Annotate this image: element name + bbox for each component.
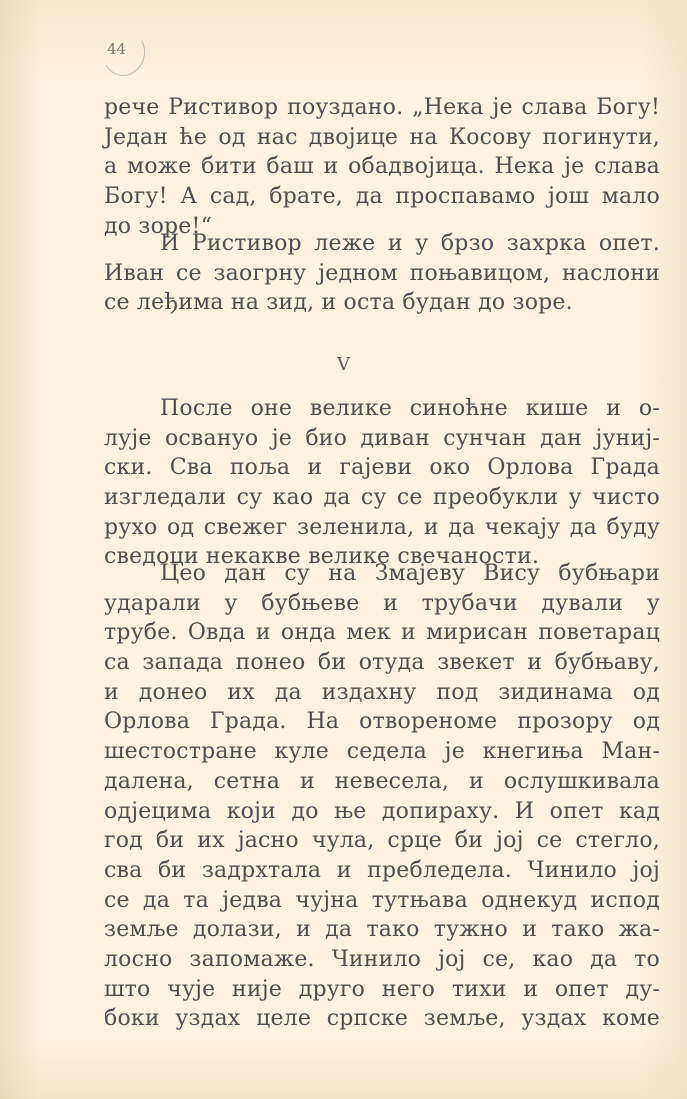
text-line: Један ће од нас двојице на Косову погинути, — [104, 124, 660, 150]
text-line: сва би задрхтала и пребледела. Чинило јој — [104, 857, 660, 883]
paragraph — [104, 229, 660, 318]
text-line: Орлова Града. На отвореноме прозору од — [104, 709, 660, 735]
text-line: што чује није друго него тихи и опет ду- — [104, 976, 660, 1002]
text-line: шестостране куле седела је кнегиња Ман- — [104, 739, 660, 765]
text-line: одјецима који до ње допираху. И опет кад — [104, 798, 660, 824]
text-line: се да та једва чујна тутњава однекуд испод — [104, 887, 660, 913]
section-heading: V — [337, 354, 350, 375]
text-line: лује освануо је био диван сунчан дан јуниј- — [104, 425, 660, 451]
text-line: После оне велике синоћне кише и о- — [160, 396, 660, 421]
text-line: ски. Сва поља и гајеви око Орлова Града — [104, 455, 660, 481]
text-line: земље долази, и да тако тужно и тако жа- — [104, 917, 660, 943]
text-line: рухо од свежег зеленила, и да чекају да буду — [104, 514, 660, 540]
text-line: И Ристивор леже и у брзо захрка опет. — [160, 231, 660, 256]
paragraph — [104, 394, 660, 572]
text-line: са запада понео би отуда звекет и бубњаву, — [104, 650, 660, 676]
text-line: а може бити баш и обадвојица. Нека је слава — [104, 154, 660, 180]
text-line: изгледали су као да су се преобукли у чисто — [104, 485, 660, 511]
text-line: лосно запомаже. Чинило јој се, као да то — [104, 946, 660, 972]
text-line: год би их јасно чула, срце би јој се стегло, — [104, 828, 660, 854]
text-line: трубе. Овда и онда мек и мирисан поветарац — [104, 620, 660, 646]
text-line: сведоци некакве велике свечаности. — [104, 544, 540, 570]
paragraph — [104, 559, 660, 1034]
text-line: боки уздах целе српске земље, уздах коме — [104, 1006, 660, 1032]
paragraph — [104, 93, 660, 241]
text-line: и донео их да издахну под зидинама од — [104, 679, 660, 705]
text-line: далена, сетна и невесела, и ослушкивала — [104, 768, 660, 794]
text-line: до зоре!“ — [104, 213, 213, 239]
text-line: Богу! А сад, брате, да проспавамо још мало — [104, 184, 660, 210]
page-number: 44 — [107, 40, 127, 58]
text-line: Цео дан су на Змајеву Вису бубњари — [160, 561, 660, 586]
text-line: се леђима на зид, и оста будан до зоре. — [104, 290, 573, 316]
text-line: рече Ристивор поуздано. „Нека је слава Богу! — [104, 95, 660, 120]
text-line: Иван се заогрну једном поњавицом, наслони — [104, 260, 660, 286]
text-line: ударали у бубњеве и трубачи дували у — [104, 590, 660, 616]
